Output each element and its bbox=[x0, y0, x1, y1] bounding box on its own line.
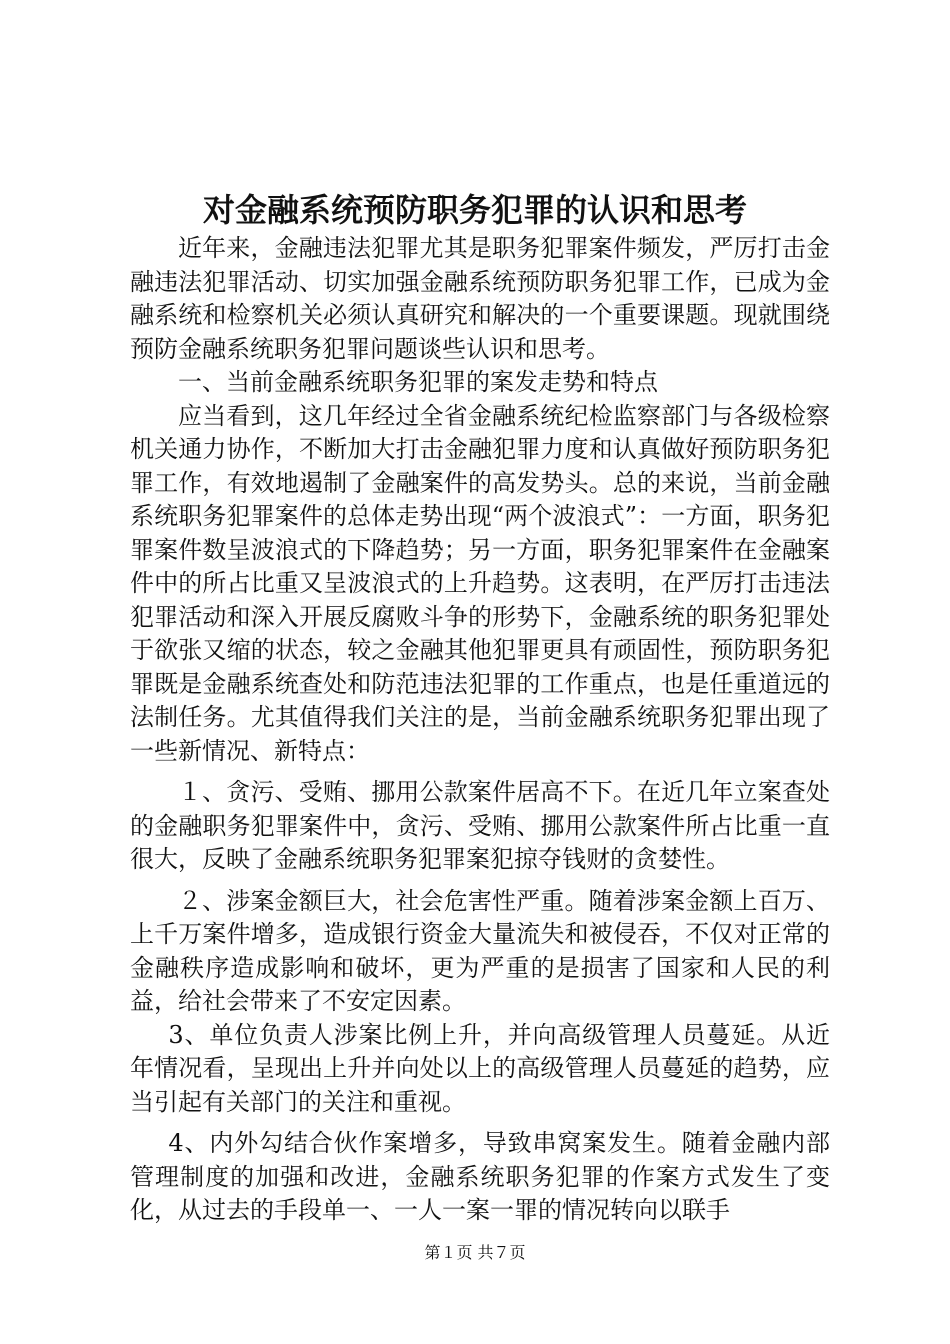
paragraph-intro: 近年来，金融违法犯罪尤其是职务犯罪案件频发，严厉打击金融违法犯罪活动、切实加强金融系统预防职务犯罪工作，已成为金融系统和检察机关必须认真研究和解决的一个重要课题。现就围绕预防金融系统职务犯罪问题谈些认识和思考。 bbox=[130, 234, 830, 363]
paragraph-trend: 应当看到，这几年经过全省金融系统纪检监察部门与各级检察机关通力协作，不断加大打击金融犯罪力度和认真做好预防职务犯罪工作，有效地遏制了金融案件的高发势头。总的来说，当前金融系统职务犯罪案件的总体走势出现“两个波浪式”：一方面，职务犯罪案件数呈波浪式的下降趋势；另一方面，职务犯罪案件在金融案件中的所占比重又呈波浪式的上升趋势。这表明，在严厉打击违法犯罪活动和深入开展反腐败斗争的形势下，金融系统的职务犯罪处于欲张又缩的状态，较之金融其他犯罪更具有顽固性，预防职务犯罪既是金融系统查处和防范违法犯罪的工作重点，也是任重道远的法制任务。尤其值得我们关注的是，当前金融系统职务犯罪出现了一些新情况、新特点： bbox=[130, 401, 830, 765]
document-title: 对金融系统预防职务犯罪的认识和思考 bbox=[202, 191, 747, 229]
paragraph-point-2: ２、涉案金额巨大，社会危害性严重。随着涉案金额上百万、上千万案件增多，造成银行资金大量流失和被侵吞，不仅对正常的金融秩序造成影响和破坏，更为严重的是损害了国家和人民的利益，给社会带来了不安定因素。 bbox=[130, 886, 830, 1015]
paragraph-point-3: 3、单位负责人涉案比例上升，并向高级管理人员蔓延。从近年情况看，呈现出上升并向处以上的高级管理人员蔓延的趋势，应当引起有关部门的关注和重视。 bbox=[130, 1020, 830, 1116]
paragraph-point-1: １、贪污、受贿、挪用公款案件居高不下。在近几年立案查处的金融职务犯罪案件中，贪污、受贿、挪用公款案件所占比重一直很大，反映了金融系统职务犯罪案犯掠夺钱财的贪婪性。 bbox=[130, 778, 830, 873]
document-body bbox=[130, 232, 830, 1228]
page-footer: 第１页 共７页 bbox=[424, 1243, 526, 1262]
paragraph-point-4: 4、内外勾结合伙作案增多，导致串窝案发生。随着金融内部管理制度的加强和改进，金融系统职务犯罪的作案方式发生了变化，从过去的手段单一、一人一案一罪的情况转向以联手 bbox=[130, 1129, 830, 1224]
section-heading-1: 一、当前金融系统职务犯罪的案发走势和特点 bbox=[178, 368, 658, 396]
